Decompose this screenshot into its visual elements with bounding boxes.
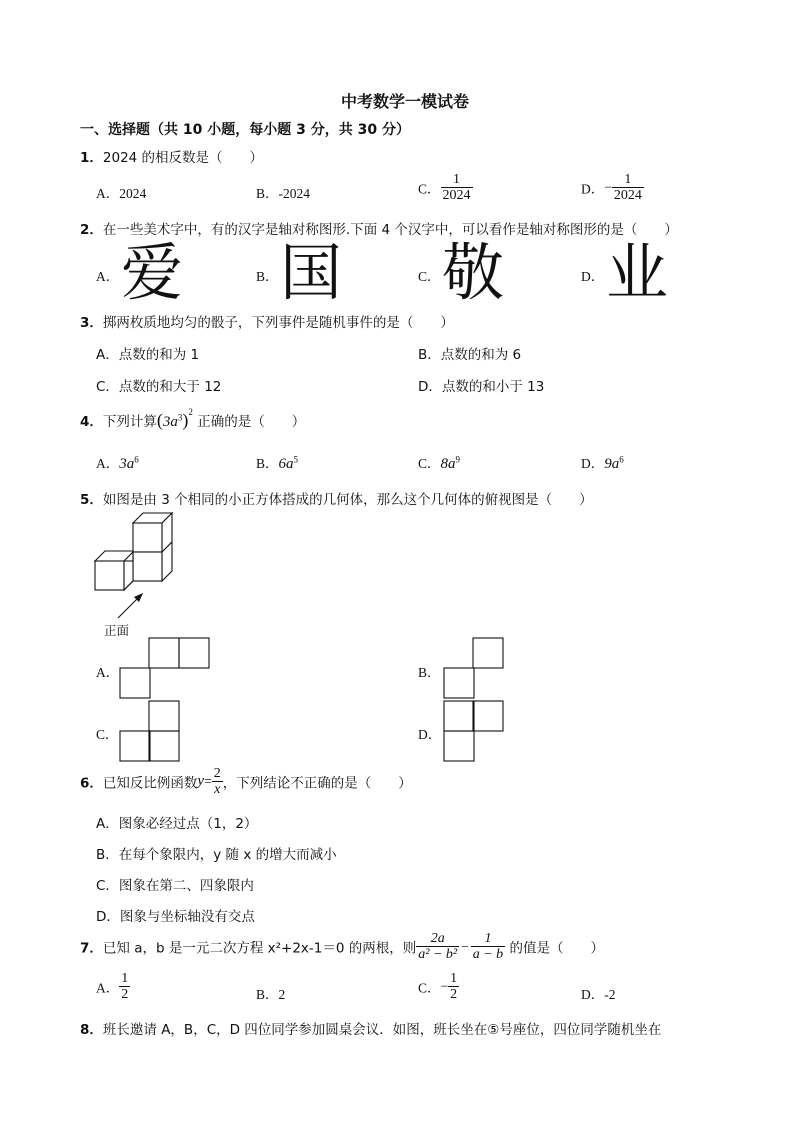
minus-sign: −	[604, 179, 612, 195]
q7-option-d: D．-2	[581, 987, 616, 1002]
q1-option-d	[581, 172, 644, 203]
q5-option-a-label: A．	[96, 665, 120, 680]
denominator: 2024	[442, 188, 471, 203]
q5-option-c-figure	[119, 700, 181, 762]
numerator: 2a	[430, 931, 445, 946]
question-number: 7．	[80, 940, 103, 957]
option-label: C．	[418, 980, 441, 996]
q4-option-b	[256, 452, 298, 473]
page-title: 中考数学一模试卷	[341, 92, 470, 111]
question-2	[80, 218, 678, 238]
question-text-post: ，下列结论不正确的是（ ）	[222, 775, 412, 792]
fraction-1	[416, 931, 459, 962]
term: 3a	[119, 456, 135, 472]
option-label: B．	[256, 456, 279, 471]
q2-option-d-char: 业	[606, 236, 669, 309]
question-5	[80, 488, 593, 508]
q2-option-c-char: 敬	[442, 236, 505, 309]
question-3	[80, 311, 454, 331]
question-7	[80, 931, 604, 962]
option-label: A．	[96, 456, 120, 471]
question-text-pre: 已知反比例函数	[102, 775, 198, 792]
term: 9a	[604, 456, 620, 472]
q6-option-b: B．在每个象限内，y 随 x 的增大而减小	[96, 847, 337, 863]
numerator: 2	[213, 766, 221, 781]
fraction	[119, 971, 130, 1002]
question-text-pre: 下列计算	[102, 414, 157, 430]
exponent: 6	[134, 454, 139, 465]
question-text: 在一些美术字中，有的汉字是轴对称图形.下面 4 个汉字中，可以看作是轴对称图形的是（ ）	[102, 222, 678, 238]
denominator: a − b	[472, 947, 504, 962]
func-equals: =	[204, 773, 212, 789]
denominator: 2024	[613, 188, 642, 203]
fraction	[441, 172, 473, 203]
denominator: 2	[450, 987, 458, 1002]
option-label: C．	[418, 456, 441, 471]
section-heading: 一、选择题（共 10 小题，每小题 3 分，共 30 分）	[80, 122, 410, 138]
q1-option-a: A．2024	[96, 186, 147, 201]
exponent: 6	[619, 454, 624, 465]
denominator: a² − b²	[418, 947, 458, 962]
term: 6a	[278, 456, 294, 472]
q5-option-b-figure	[443, 637, 505, 699]
question-text: 2024 的相反数是（ ）	[102, 150, 264, 166]
front-view-label: 正面	[104, 623, 130, 638]
exponent: 9	[455, 454, 461, 465]
q3-option-a: A．点数的和为 1	[96, 347, 200, 363]
denominator: 2	[121, 987, 129, 1002]
q5-option-c-label: C．	[96, 727, 119, 742]
fraction-2	[471, 931, 505, 962]
expression-base: 3a	[162, 414, 178, 430]
q7-option-a	[96, 971, 130, 1002]
question-text-post: 正确的是（ ）	[197, 414, 306, 430]
q2-option-a-label: A．	[96, 269, 120, 284]
numerator: 1	[450, 971, 458, 986]
func-y: y	[197, 773, 205, 789]
q3-option-d: D．点数的和小于 13	[418, 379, 545, 395]
q4-option-a	[96, 452, 139, 473]
question-4	[80, 406, 306, 431]
minus-sign: −	[440, 978, 449, 994]
denominator: x	[212, 781, 223, 797]
q3-option-b: B．点数的和为 6	[418, 347, 522, 363]
q1-option-c	[418, 172, 473, 203]
fraction	[212, 766, 223, 797]
cube-solid-figure	[90, 510, 180, 620]
q2-option-b-char: 国	[280, 236, 343, 309]
open-paren: (	[156, 410, 163, 430]
numerator: 1	[484, 931, 492, 946]
exponent: 5	[293, 454, 299, 465]
q7-option-c	[418, 971, 459, 1002]
option-label: A．	[96, 980, 120, 996]
q1-option-b: B．-2024	[256, 186, 310, 201]
question-1	[80, 146, 263, 166]
question-number: 4．	[80, 414, 103, 430]
numerator: 1	[453, 172, 461, 187]
outer-exponent: 2	[188, 406, 193, 417]
q5-option-b-label: B．	[418, 665, 441, 680]
q6-option-c: C．图象在第二、四象限内	[96, 878, 254, 894]
question-number: 1．	[80, 150, 103, 166]
q2-option-b-label: B．	[256, 269, 279, 284]
question-text-pre: 已知 a，b 是一元二次方程 x²+2x-1＝0 的两根，则	[102, 940, 417, 957]
question-number: 8．	[80, 1022, 103, 1038]
q7-option-b: B．2	[256, 987, 286, 1002]
numerator: 1	[121, 971, 129, 986]
question-number: 6．	[80, 775, 103, 792]
option-label: D．	[581, 456, 605, 471]
fraction	[612, 172, 644, 203]
q4-option-d	[581, 452, 624, 473]
question-text: 班长邀请 A，B，C，D 四位同学参加圆桌会议．如图，班长坐在⑤号座位，四位同学随机坐在	[102, 1022, 662, 1038]
question-8	[80, 1018, 661, 1038]
q2-option-d-label: D．	[581, 269, 605, 284]
q4-option-c	[418, 452, 460, 473]
option-label: C．	[418, 181, 441, 197]
q5-option-d-label: D．	[418, 727, 442, 742]
close-paren: )	[182, 410, 189, 430]
fraction	[448, 971, 459, 1002]
question-number: 3．	[80, 315, 103, 331]
q3-option-c: C．点数的和大于 12	[96, 379, 222, 395]
question-text: 如图是由 3 个相同的小正方体搭成的几何体，那么这个几何体的俯视图是（ ）	[102, 492, 593, 508]
question-number: 5．	[80, 492, 103, 508]
q5-option-d-figure	[443, 700, 505, 762]
term: 8a	[440, 456, 456, 472]
option-label: D．	[581, 181, 605, 197]
q2-option-c-label: C．	[418, 269, 441, 284]
question-text: 掷两枚质地均匀的骰子，下列事件是随机事件的是（ ）	[102, 315, 454, 331]
q2-option-a-char: 爱	[121, 236, 184, 309]
minus-sign: −	[461, 938, 469, 954]
question-number: 2．	[80, 222, 103, 238]
q5-option-a-figure	[119, 637, 211, 699]
numerator: 1	[624, 172, 632, 187]
inner-exponent: 3	[177, 412, 183, 423]
question-6	[80, 766, 412, 797]
q6-option-a: A．图象必经过点（1，2）	[96, 816, 258, 832]
question-text-post: 的值是（ ）	[509, 940, 604, 957]
q6-option-d: D．图象与坐标轴没有交点	[96, 909, 255, 925]
